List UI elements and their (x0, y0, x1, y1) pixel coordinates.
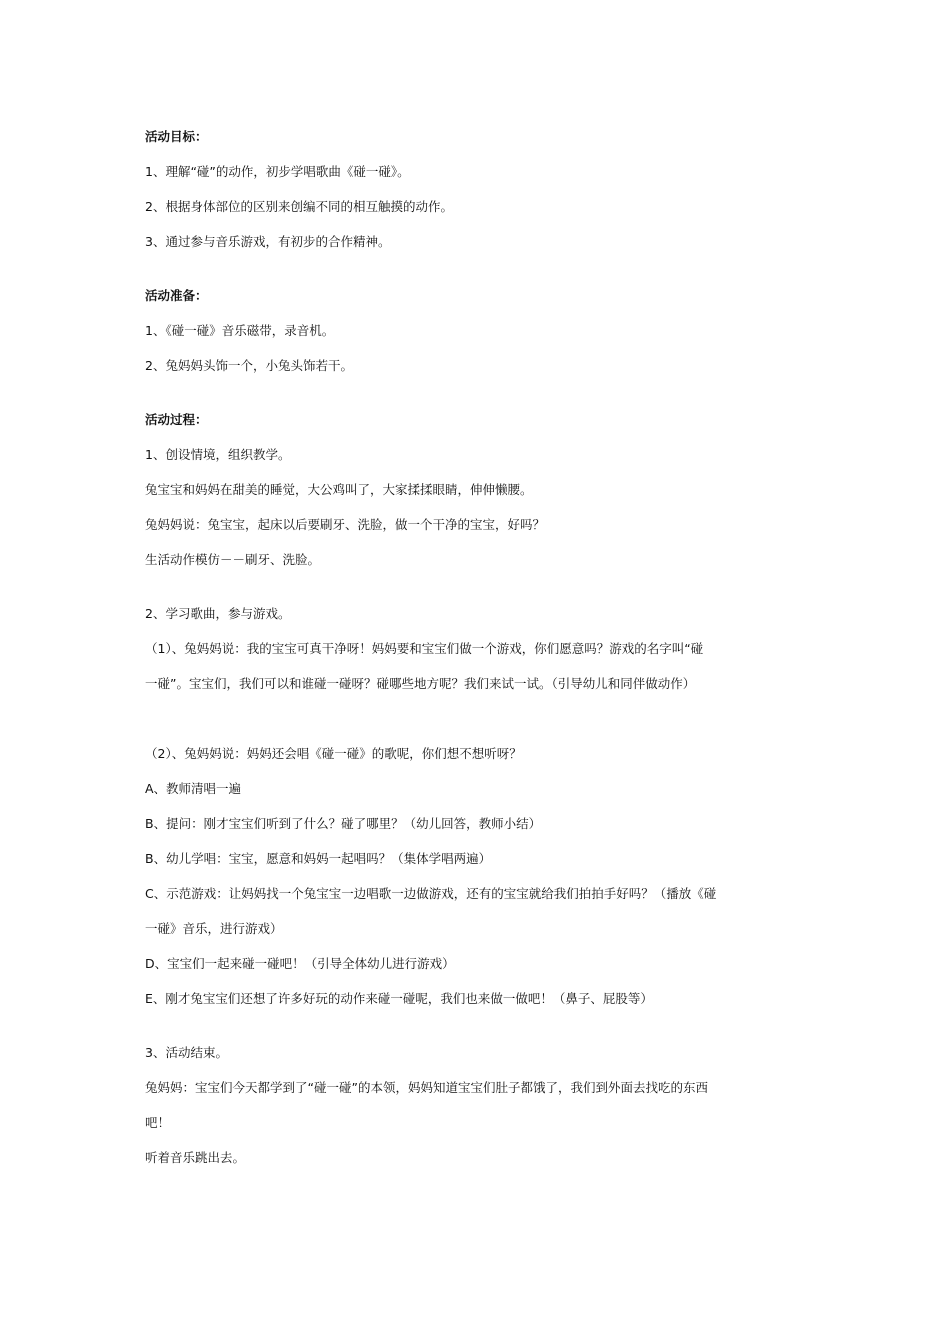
step3-line: 听着音乐跳出去。 (145, 1150, 246, 1165)
step2-title: 2、学习歌曲，参与游戏。 (145, 606, 291, 621)
step1-line: 生活动作模仿－－刷牙、洗脸。 (145, 552, 321, 567)
step2b-line: D、宝宝们一起来碰一碰吧！（引导全体幼儿进行游戏） (145, 956, 455, 971)
step1-line: 兔宝宝和妈妈在甜美的睡觉，大公鸡叫了，大家揉揉眼睛，伸伸懒腰。 (145, 482, 533, 497)
goal-item: 2、根据身体部位的区别来创编不同的相互触摸的动作。 (145, 199, 453, 214)
step2b-line: 一碰》音乐，进行游戏） (145, 921, 283, 936)
step2b-line: C、示范游戏：让妈妈找一个兔宝宝一边唱歌一边做游戏，还有的宝宝就给我们拍拍手好吗？（播放《碰 (145, 886, 717, 901)
step2b-line: （2）、兔妈妈说：妈妈还会唱《碰一碰》的歌呢，你们想不想听呀？ (145, 746, 522, 761)
step2b-line: E、刚才兔宝宝们还想了许多好玩的动作来碰一碰呢，我们也来做一做吧！（鼻子、屁股等） (145, 991, 653, 1006)
step3-line: 兔妈妈：宝宝们今天都学到了“碰一碰”的本领，妈妈知道宝宝们肚子都饿了，我们到外面去找吃的东西 (145, 1080, 708, 1095)
process-heading: 活动过程： (145, 412, 208, 427)
step1-title: 1、创设情境，组织教学。 (145, 447, 291, 462)
step2b-line: A、教师清唱一遍 (145, 781, 242, 796)
step2-line: （1）、兔妈妈说：我的宝宝可真干净呀！妈妈要和宝宝们做一个游戏，你们愿意吗？游戏的名字叫“碰 (145, 641, 704, 656)
goals-heading: 活动目标： (145, 129, 208, 144)
step3-title: 3、活动结束。 (145, 1045, 228, 1060)
prep-item: 2、兔妈妈头饰一个，小兔头饰若干。 (145, 358, 353, 373)
step2-line: 一碰”。宝宝们，我们可以和谁碰一碰呀？碰哪些地方呢？我们来试一试。（引导幼儿和同伴做动作） (145, 676, 696, 691)
prep-heading: 活动准备： (145, 288, 208, 303)
step2b-line: B、幼儿学唱：宝宝，愿意和妈妈一起唱吗？（集体学唱两遍） (145, 851, 492, 866)
goal-item: 1、理解“碰”的动作，初步学唱歌曲《碰一碰》。 (145, 164, 410, 179)
step2b-line: B、提问：刚才宝宝们听到了什么？碰了哪里？（幼儿回答，教师小结） (145, 816, 542, 831)
step1-line: 兔妈妈说：兔宝宝，起床以后要刷牙、洗脸，做一个干净的宝宝，好吗？ (145, 517, 546, 532)
goal-item: 3、通过参与音乐游戏，有初步的合作精神。 (145, 234, 391, 249)
prep-item: 1、《碰一碰》音乐磁带，录音机。 (145, 323, 335, 338)
step3-line: 吧！ (145, 1115, 171, 1130)
